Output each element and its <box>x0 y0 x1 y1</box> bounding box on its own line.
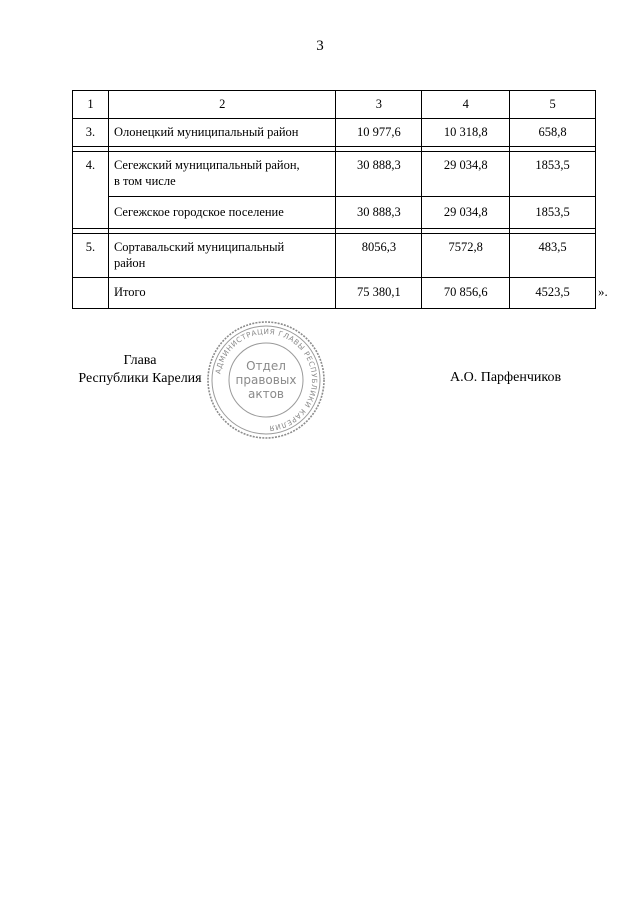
row-value-col3: 30 888,3 <box>336 152 422 196</box>
signer-title-line: Глава <box>123 353 157 368</box>
row-name <box>108 234 336 278</box>
table-row <box>73 118 596 147</box>
row-number: 3. <box>73 118 109 147</box>
stamp-ring-text: АДМИНИСТРАЦИЯ ГЛАВЫ РЕСПУБЛИКИ КАРЕЛИЯ <box>213 326 320 433</box>
row-value-col3: 30 888,3 <box>336 196 422 229</box>
table-row <box>73 196 596 229</box>
stamp-seal-icon <box>204 318 328 442</box>
row-value-col4: 70 856,6 <box>422 278 510 309</box>
row-value-col5: 4523,5 <box>510 278 596 309</box>
stamp-center-line: правовых <box>235 373 297 387</box>
header-cell: 5 <box>510 91 596 119</box>
header-cell: 4 <box>422 91 510 119</box>
row-name: Сегежское городское поселение <box>108 196 336 229</box>
table-row-total <box>73 278 596 309</box>
closing-quote: ». <box>598 284 608 299</box>
stamp-center-line: Отдел <box>246 359 286 373</box>
official-stamp <box>204 318 328 442</box>
distribution-table <box>72 90 596 309</box>
row-value-col5: 1853,5 <box>510 196 596 229</box>
header-cell: 1 <box>73 91 109 119</box>
row-value-col4: 7572,8 <box>422 234 510 278</box>
table-row <box>73 234 596 278</box>
row-value-col4: 10 318,8 <box>422 118 510 147</box>
signer-title <box>70 352 210 388</box>
signer-name: А.О. Парфенчиков <box>450 370 562 385</box>
row-number <box>73 278 109 309</box>
row-name: Итого <box>108 278 336 309</box>
page-number: 3 <box>316 38 324 54</box>
table-header-row <box>73 91 596 119</box>
header-cell: 2 <box>108 91 336 119</box>
row-value-col5: 1853,5 <box>510 152 596 196</box>
header-cell: 3 <box>336 91 422 119</box>
row-name <box>108 152 336 196</box>
row-name-line: район <box>113 255 146 270</box>
row-number: 5. <box>73 234 109 278</box>
row-name-line: Сортавальский муниципальный <box>113 240 285 255</box>
row-value-col4: 29 034,8 <box>422 196 510 229</box>
row-name-line: в том числе <box>113 173 176 188</box>
row-name-line: Сегежский муниципальный район, <box>113 158 300 173</box>
row-value-col4: 29 034,8 <box>422 152 510 196</box>
row-value-col3: 75 380,1 <box>336 278 422 309</box>
row-value-col3: 10 977,6 <box>336 118 422 147</box>
row-value-col5: 658,8 <box>510 118 596 147</box>
row-value-col3: 8056,3 <box>336 234 422 278</box>
row-name: Олонецкий муниципальный район <box>108 118 336 147</box>
row-value-col5: 483,5 <box>510 234 596 278</box>
signer-title-line: Республики Карелия <box>78 371 202 387</box>
table-row <box>73 152 596 196</box>
stamp-center-line: актов <box>247 387 285 401</box>
row-number: 4. <box>73 152 109 229</box>
